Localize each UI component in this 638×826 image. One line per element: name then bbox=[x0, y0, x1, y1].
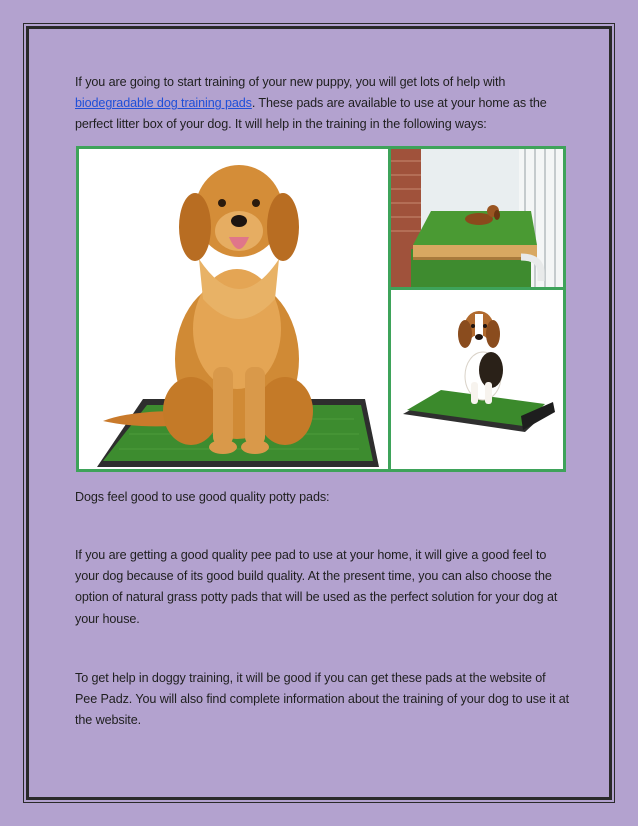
intro-paragraph bbox=[75, 72, 570, 136]
section-heading: Dogs feel good to use good quality potty pads: bbox=[75, 490, 330, 504]
website-paragraph: To get help in doggy training, it will be good if you can get these pads at the website of Pee Padz. You will also find complete information about the training of your dog to use it at the website. bbox=[75, 671, 570, 728]
golden-retriever-photo bbox=[79, 149, 388, 469]
intro-text-before-link: If you are going to start training of your new puppy, you will get lots of help with bbox=[75, 75, 506, 89]
intro-text-after-link: . These pads are available to use at your home as the perfect litter box of your dog. It will help in the training in the following ways: bbox=[75, 96, 547, 132]
quality-paragraph: If you are getting a good quality pee pad to use at your home, it will give a good feel to your dog because of its good build quality. At the present time, you can also choose the option of natural grass potty pads that will be used as the perfect solution for your dog at your house. bbox=[75, 548, 558, 626]
dachshund-grass-box-photo bbox=[391, 149, 563, 287]
biodegradable-pads-link[interactable]: biodegradable dog training pads bbox=[75, 96, 252, 111]
product-photo-collage bbox=[76, 146, 566, 472]
beagle-grass-tray-photo bbox=[391, 290, 563, 469]
